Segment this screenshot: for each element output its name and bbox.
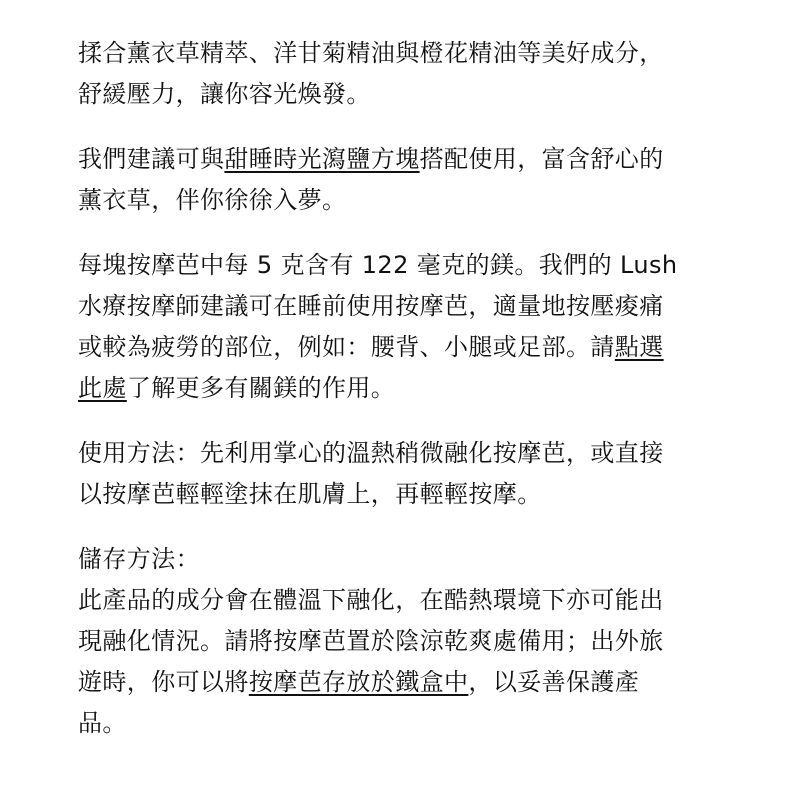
text-line: 舒緩壓力，讓你容光煥發。 bbox=[78, 80, 371, 108]
tin-storage-link[interactable]: 按摩芭存放於鐵盒中 bbox=[248, 668, 469, 696]
text-line bbox=[78, 139, 730, 180]
text-span: 了解更多有關鎂的作用。 bbox=[126, 374, 396, 402]
text-line: 使用方法：先利用掌心的溫熱稍微融化按摩芭，或直接 bbox=[78, 439, 664, 467]
text-line bbox=[78, 327, 730, 368]
text-line bbox=[78, 368, 730, 409]
pairing-paragraph bbox=[78, 139, 730, 221]
text-span: ，以妥善保護產 bbox=[468, 668, 640, 696]
text-line: 水療按摩師建議可在睡前使用按摩芭，適量地按壓痠痛 bbox=[78, 292, 664, 320]
storage-paragraph bbox=[78, 539, 730, 744]
text-span: 或較為疲勞的部位，例如：腰背、小腿或足部。請 bbox=[78, 333, 615, 361]
text-line: 每塊按摩芭中每 5 克含有 122 毫克的鎂。我們的 Lush bbox=[78, 251, 678, 279]
text-span: 我們建議可與 bbox=[78, 145, 225, 173]
magnesium-info-link[interactable]: 點選 bbox=[614, 333, 664, 361]
text-line: 以按摩芭輕輕塗抹在肌膚上，再輕輕按摩。 bbox=[78, 480, 542, 508]
bath-salt-cube-link[interactable]: 甜睡時光瀉鹽方塊 bbox=[224, 145, 420, 173]
ingredients-paragraph bbox=[78, 33, 730, 115]
usage-paragraph bbox=[78, 433, 730, 515]
storage-heading: 儲存方法： bbox=[78, 545, 200, 573]
magnesium-paragraph bbox=[78, 245, 730, 409]
text-line: 品。 bbox=[78, 709, 127, 737]
text-line: 揉合薰衣草精萃、洋甘菊精油與橙花精油等美好成分， bbox=[78, 39, 664, 67]
text-line: 薰衣草，伴你徐徐入夢。 bbox=[78, 186, 347, 214]
text-line: 此產品的成分會在體溫下融化，在酷熱環境下亦可能出 bbox=[78, 586, 664, 614]
text-line bbox=[78, 662, 730, 703]
text-span: 遊時，你可以將 bbox=[78, 668, 249, 696]
text-span: 搭配使用，富含舒心的 bbox=[419, 145, 664, 173]
text-line: 現融化情況。請將按摩芭置於陰涼乾爽處備用；出外旅 bbox=[78, 627, 664, 655]
magnesium-info-link-continued[interactable]: 此處 bbox=[78, 374, 127, 402]
